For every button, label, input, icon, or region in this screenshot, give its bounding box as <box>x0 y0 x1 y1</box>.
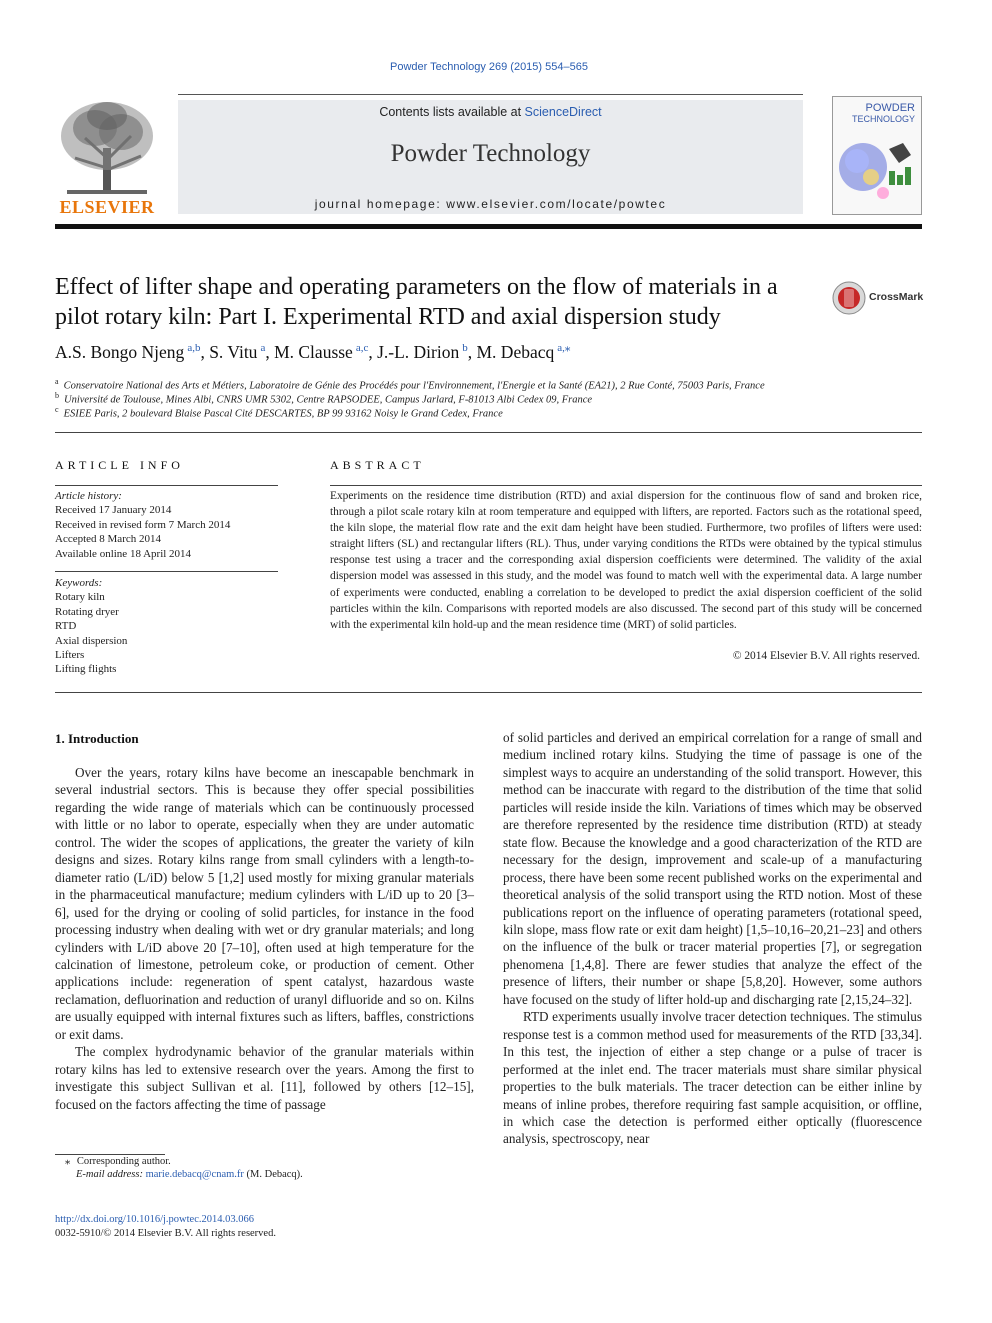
author-list <box>55 341 915 363</box>
cover-artwork <box>833 97 921 214</box>
corresponding-mark: ⁎ <box>65 1156 71 1167</box>
article-history <box>55 489 278 561</box>
author-name[interactable]: M. Clausse <box>274 341 353 362</box>
author-affiliation-marks[interactable]: a,b <box>187 342 201 354</box>
history-received: Received 17 January 2014 <box>55 504 172 517</box>
author-separator: , <box>200 341 210 362</box>
abstract-bottom-rule <box>55 692 922 693</box>
crossmark-label: CrossMark <box>869 291 924 303</box>
keyword: RTD <box>55 620 77 633</box>
body-left-column <box>55 764 474 1113</box>
abstract-text: Experiments on the residence time distribution (RTD) and axial dispersion for the continuous flow of sand and broken rice, through a pilot scale rotary kiln at room temperature and equipped with lifters, are reported. Factors such as the rotational speed, the kiln slope, the material flow rate and the exit dam height have been studied. Furthermore, two profiles of lifters were used: straight lifters (SL) and rectangular lifters (RL). Thus, under varying conditions the RTDs were obtained by the typical stimulus response test using a tracer and the corresponding axial dispersion coefficients were determined. The validity of the axial dispersion model was assessed in this study, and the model was found to match well with the experimental data. A large number of experiments were conducted, enabling a correlation to be developed to predict the axial dispersion coefficient of the solid particles within the kiln. Comparisons with reported models are also discussed. The second part of this study will be concerned with the experimental kiln hold-up and the mean residence time (MRT) of solid particles. <box>330 490 922 631</box>
history-revised: Received in revised form 7 March 2014 <box>55 518 231 531</box>
abstract-heading: ABSTRACT <box>330 458 425 472</box>
sciencedirect-link[interactable]: ScienceDirect <box>524 105 602 119</box>
author-name[interactable]: A.S. Bongo Njeng <box>55 341 185 362</box>
crossmark-badge[interactable] <box>832 280 924 316</box>
keywords-rule <box>55 571 278 572</box>
cover-title-line-1: POWDER <box>865 102 915 114</box>
abstract-copyright: © 2014 Elsevier B.V. All rights reserved. <box>732 650 920 662</box>
author-separator: , <box>467 341 477 362</box>
email-note <box>76 1169 303 1180</box>
body-right-column <box>503 729 922 1148</box>
doi-link[interactable]: http://dx.doi.org/10.1016/j.powtec.2014.03.066 <box>55 1214 255 1225</box>
publisher-wordmark: ELSEVIER <box>59 197 155 217</box>
body-paragraph: RTD experiments usually involve tracer detection techniques. The stimulus response test is a common method used for measurements of the RTD [33,34]. In this test, the injection of either a step change or a pulse of tracer is performed at the inlet end. The tracer materials must share similar physical properties to the bulk materials. The tracer detection can be either inline by means of inline probes, therefore requiring fast sample acquisition, or offline, in which case the detection is performed either optically (fluorescence analysis, spectroscopy, near <box>503 1009 922 1147</box>
keywords <box>55 576 278 677</box>
keywords-label: Keywords: <box>55 577 103 589</box>
author-affiliation-marks[interactable]: b <box>462 342 468 354</box>
header-top-rule <box>178 94 803 95</box>
body-paragraph: of solid particles and derived an empirical correlation for a range of small and medium inclined rotary kilns. Studying the time of passage is one of the simplest ways to acquire an understanding of the solid transport. However, this method can be inaccurate with regard to the distribution of the time that solid particles will reside inside the kiln. Variations of times which may be observed are therefore represented by the residence time distribution (RTD) at steady state flow. Because the knowledge and a good characterization of the RTD are necessary for the design, improvement and scale-up of a manufacturing process, there have been some recent published works on the experimental and theoretical analysis of the solid transport using the RTD notion. Most of these publications report on the influence of operating parameters (rotational speed, kiln slope, mass flow rate or exit dam height) [1,5–10,16–20,21–23] and others on the influence of the bulk or tracer material properties [7], or segregation phenomena [1,4,8]. There are fewer studies that analyze the effect of the presence of lifters, their number or shape [5,8,20]. However, some authors have focused on the study of lifter hold-up and discharging rate [2,15,24–32]. <box>503 730 922 1007</box>
author-name[interactable]: S. Vitu <box>209 341 258 362</box>
author-affiliation-marks[interactable]: a <box>260 342 266 354</box>
article-title: Effect of lifter shape and operating parameters on the flow of materials in a pilot rotary kiln: Part I. Experimental RTD and axial dispersion study <box>55 274 778 330</box>
history-label: Article history: <box>55 490 122 502</box>
affiliation-c: $^c$ ESIEE Paris, 2 boulevard Blaise Pascal Cité DESCARTES, BP 99 93162 Noisy le Grand Cedex, France <box>55 405 503 420</box>
author-name[interactable]: J.-L. Dirion <box>377 341 460 362</box>
header-bottom-rule <box>55 224 922 229</box>
keyword: Rotating dryer <box>55 605 119 618</box>
history-online: Available online 18 April 2014 <box>55 547 192 560</box>
author-separator: , <box>265 341 275 362</box>
email-suffix: (M. Debacq). <box>246 1169 303 1180</box>
history-accepted: Accepted 8 March 2014 <box>55 533 161 546</box>
journal-name: Powder Technology <box>390 140 591 167</box>
author-separator: , <box>368 341 378 362</box>
keyword: Axial dispersion <box>55 634 128 647</box>
keyword: Rotary kiln <box>55 591 105 604</box>
contents-prefix: Contents lists available at <box>379 105 525 119</box>
corresponding-label: Corresponding author. <box>76 1156 171 1167</box>
keyword: Lifters <box>55 649 85 662</box>
section-heading: 1. Introduction <box>55 731 139 746</box>
body-paragraph: Over the years, rotary kilns have become an inescapable benchmark in several industrial sectors. This is because they offer special possibilities regarding the wide range of materials which can be continuously processed with little or no labor to operate, especially when they are under automatic control. The wider the scopes of applications, the greater the variety of kiln designs and sizes. Rotary kilns range from small cylinders with a length-to-diameter ratio (L/iD) below 5 [1,2] used mostly for mixing granular materials in the pharmaceutical manufacture; medium cylinders with L/iD up to 20 [3–6], used for the drying or cooling of solid particles, for instance in the food processing industry when dealing with wet or dry granular materials; and long cylinders with L/iD above 20 [7–10], often used at high temperature for the calcination of limestone, petroleum coke, or production of cement. Other applications include: regeneration of spent catalyst, hazardous waste reclamation, defluorination and reduction of uranyl difluoride and so on. Kilns are usually equipped with internal fixtures such as lifters, baffles, constrictions or exit dams. <box>55 765 474 1042</box>
article-info-rule <box>55 485 278 486</box>
author-affiliation-marks[interactable]: a,⁎ <box>557 342 571 354</box>
affiliation-a: $^a$ Conservatoire National des Arts et Métiers, Laboratoire de Génie des Procédés pour l'Environnement, l'Energie et la Santé (EA21), 2 Rue Conté, 75003 Paris, France <box>55 377 765 392</box>
journal-citation[interactable]: Powder Technology 269 (2015) 554–565 <box>390 61 588 73</box>
contents-available-line <box>178 105 803 119</box>
abstract-rule <box>330 485 922 486</box>
keyword: Lifting flights <box>55 663 117 676</box>
corresponding-author-note <box>65 1155 171 1167</box>
cover-title-line-2: TECHNOLOGY <box>851 114 915 124</box>
author-affiliation-marks[interactable]: a,c <box>355 342 369 354</box>
crossmark-icon <box>832 280 868 316</box>
author-name[interactable]: M. Debacq <box>476 341 555 362</box>
affiliations-rule <box>55 432 922 433</box>
journal-homepage[interactable]: journal homepage: www.elsevier.com/locate/powtec <box>314 197 667 211</box>
body-paragraph: The complex hydrodynamic behavior of the granular materials within rotary kilns has led to extensive research over the years. Among the first to investigate this subject Sullivan et al. [11], followed by others [12–15], focused on the factors affecting the time of passage <box>55 1044 474 1112</box>
issn-copyright: 0032-5910/© 2014 Elsevier B.V. All rights reserved. <box>55 1228 276 1239</box>
email-label: E-mail address: <box>76 1169 143 1180</box>
email-link[interactable]: marie.debacq@cnam.fr <box>145 1169 244 1180</box>
affiliation-b: $^b$ Université de Toulouse, Mines Albi, CNRS UMR 5302, Centre RAPSODEE, Campus Jarlard, F-81013 Albi Cedex 09, France <box>55 391 593 406</box>
journal-cover-thumbnail[interactable] <box>832 96 922 215</box>
article-info-heading: ARTICLE INFO <box>55 458 184 472</box>
